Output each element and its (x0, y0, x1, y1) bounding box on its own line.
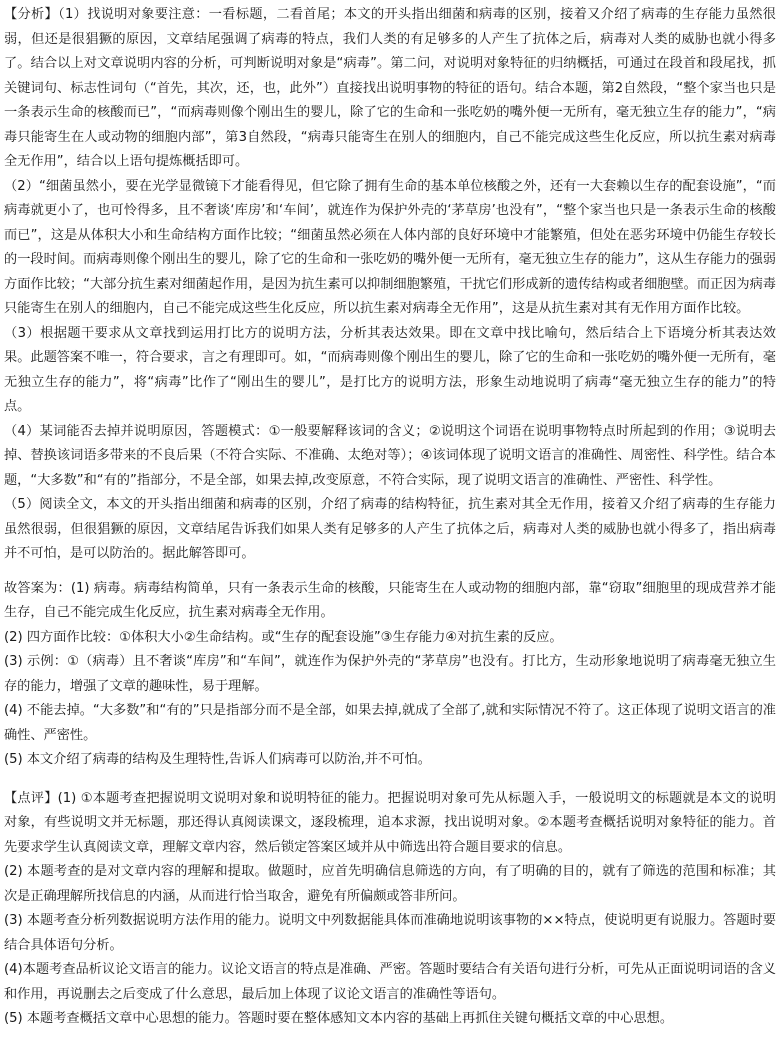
section-spacer (4, 773, 776, 787)
comment-5: (5) 本题考查概括文章中心思想的能力。答题时要在整体感知文本内容的基础上再抓住关键句概括文章的中心思想。 (4, 1011, 674, 1026)
analysis-paragraph-1: 【分析】（1）找说明对象要注意：一看标题，二看首尾；本文的开头指出细菌和病毒的区别，接着又介绍了病毒的生存能力虽然很弱，但还是很猖獗的原因，文章结尾强调了病毒的特点，我们人类的有足够多的人产生了抗体之后，病毒对人类的威胁也就小得多了。结合以上对文章说明内容的分析，可判断说明对象是“病毒”。第二问，对说明对象特征的归纳概括，可通过在段首和段尾找，抓关键词句、标志性词句（“首先，其次，还，也，此外”）直接找出说明事物的特征的语句。结合本题，第2自然段，“整个家当也只是一条表示生命的核酸而已”，“而病毒则像个刚出生的婴儿，除了它的生命和一张吃奶的嘴外便一无所有，毫无独立生存的能力”，“病毒只能寄生在人或动物的细胞内部”，第3自然段，“病毒只能寄生在别人的细胞内，自己不能完成这些生化反应，所以抗生素对病毒全无作用”，结合以上语句提炼概括即可。 (4, 7, 776, 169)
comment-3: (3) 本题考查分析列数据说明方法作用的能力。说明文中列数据能具体而准确地说明该事物的××特点，使说明更有说服力。答题时要结合具体语句分析。 (4, 913, 776, 953)
comment-1: 【点评】(1) ①本题考查把握说明文说明对象和说明特征的能力。把握说明对象可先从标题入手，一般说明文的标题就是本文的说明对象，有些说明文并无标题，那还得认真阅读课文，逐段梳理，追本求源，找出说明对象。②本题考查概括说明对象特征的能力。首先要求学生认真阅读文章，理解文章内容，然后锁定答案区域并从中筛选出符合题目要求的信息。 (4, 790, 776, 855)
section-spacer (4, 567, 776, 577)
analysis-paragraph-5: （5）阅读全文，本文的开头指出细菌和病毒的区别，介绍了病毒的结构特征，抗生素对其全无作用，接着又介绍了病毒的生存能力虽然很弱，但很猖獗的原因，文章结尾告诉我们如果人类有足够多的人产生了抗体之后，病毒对人类的威胁也就小得多了，指出病毒并不可怕，是可以防治的。据此解答即可。 (4, 497, 776, 561)
answer-2: (2) 四方面作比较：①体积大小②生命结构。或“生存的配套设施”③生存能力④对抗生素的反应。 (4, 629, 563, 645)
analysis-paragraph-4: （4）某词能否去掉并说明原因，答题模式：①一般要解释该词的含义；②说明这个词语在说明事物特点时所起到的作用；③说明去掉、替换该词语多带来的不良后果（不符合实际、不准确、太绝对等）；④该词体现了说明文语言的准确性、周密性、科学性。结合本题，“大多数”和“有的”指部分，不是全部，如果去掉,改变原意，不符合实际，现了说明文语言的准确性、严密性、科学性。 (4, 423, 776, 488)
answer-intro: 故答案为：(1) 病毒。病毒结构简单，只有一条表示生命的核酸，只能寄生在人或动物的细胞内部，靠“窃取”细胞里的现成营养才能生存，自己不能完成生化反应，抗生素对病毒全无作用。 (4, 580, 776, 620)
answer-3: (3) 示例：①（病毒）且不奢谈“库房”和“车间”，就连作为保护外壳的“茅草房”也没有。打比方，生动形象地说明了病毒毫无独立生存的能力，增强了文章的趣味性，易于理解。 (4, 654, 776, 694)
answer-4: (4) 不能去掉。“大多数”和“有的”只是指部分而不是全部，如果去掉,就成了全部了,就和实际情况不符了。这正体现了说明文语言的准确性、严密性。 (4, 703, 776, 743)
analysis-paragraph-2: （2）“细菌虽然小，要在光学显微镜下才能看得见，但它除了拥有生命的基本单位核酸之外，还有一大套赖以生存的配套设施”，“而病毒就更小了，也可怜得多，且不奢谈‘库房’和‘车间’，就连作为保护外壳的‘茅草房’也没有”，“整个家当也只是一条表示生命的核酸而已”，这是从体积大小和生命结构方面作比较；“细菌虽然必须在人体内部的良好环境中才能繁殖，但处在恶劣环境中仍能生存较长的一段时间。而病毒则像个刚出生的婴儿，除了它的生命和一张吃奶的嘴外便一无所有，毫无独立生存的能力”，这从生存能力的强弱方面作比较；“大部分抗生素对细菌起作用，是因为抗生素可以抑制细胞繁殖，干扰它们形成新的遗传结构或者细胞壁。而正因为病毒只能寄生在别人的细胞内，自己不能完成这些生化反应，所以抗生素对病毒全无作用”，这是从抗生素对其有无作用方面作比较。 (4, 178, 776, 316)
answer-5: (5) 本文介绍了病毒的结构及生理特性,告诉人们病毒可以防治,并不可怕。 (4, 752, 431, 767)
comment-2: (2) 本题考查的是对文章内容的理解和提取。做题时，应首先明确信息筛选的方向，有了明确的目的，就有了筛选的范围和标准；其次是正确理解所找信息的内涵，从而进行恰当取舍，避免有所偏颇或答非所问。 (4, 864, 776, 904)
analysis-paragraph-3: （3）根据题干要求从文章找到运用打比方的说明方法，分析其表达效果。即在文章中找比喻句，然后结合上下语境分析其表达效果。此题答案不唯一，符合要求，言之有理即可。如，“而病毒则像个刚出生的婴儿，除了它的生命和一张吃奶的嘴外便一无所有，毫无独立生存的能力”，将“病毒”比作了“刚出生的婴儿”，是打比方的说明方法，形象生动地说明了病毒“毫无独立生存的能力”的特点。 (4, 325, 776, 414)
comment-4: (4)本题考查品析议论文语言的能力。议论文语言的特点是准确、严密。答题时要结合有关语句进行分析，可先从正面说明词语的含义和作用，再说删去之后变成了什么意思，最后加上体现了议论文语言的准确性等语句。 (4, 962, 776, 1002)
